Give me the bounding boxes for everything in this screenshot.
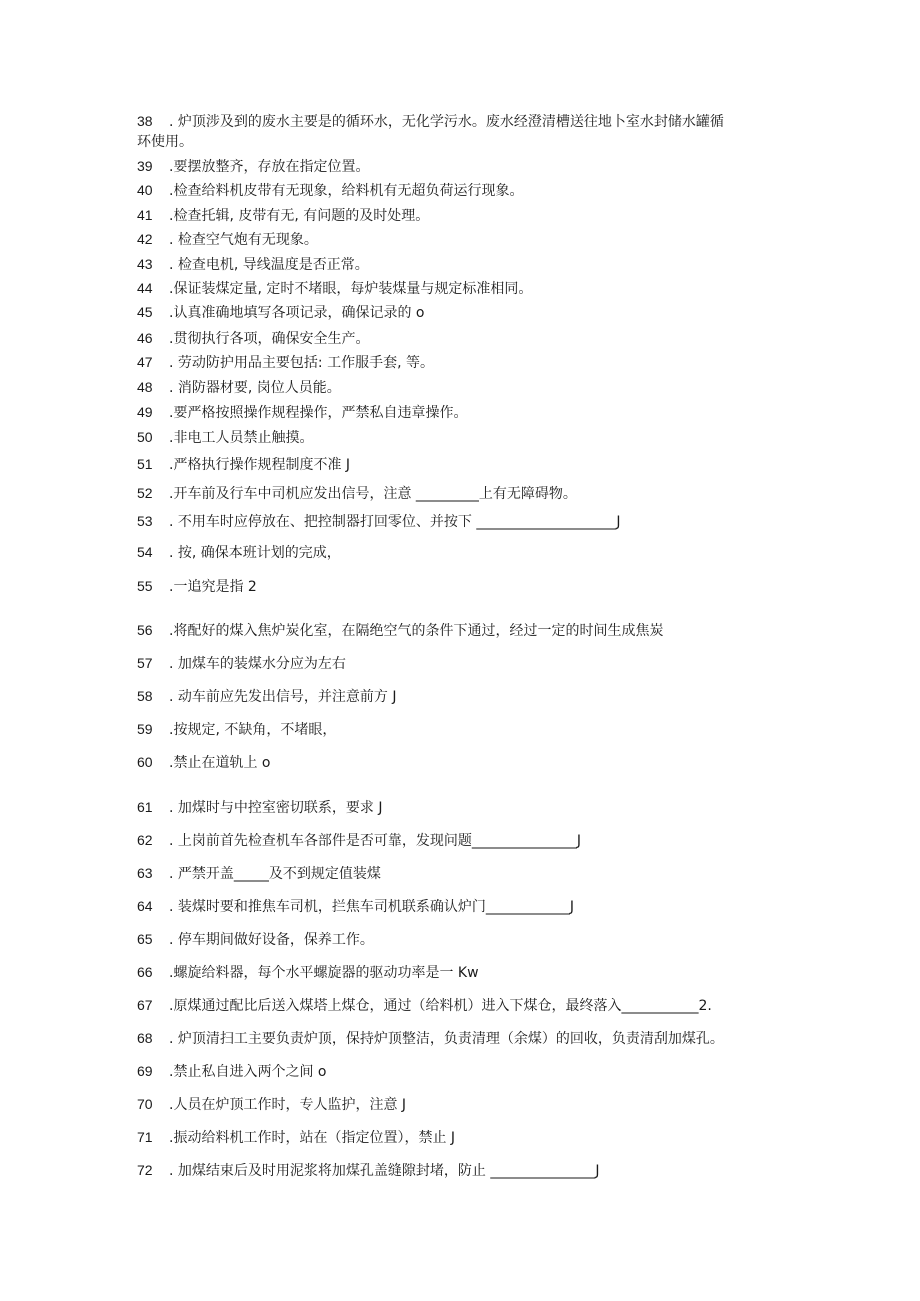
question-number: 49: [137, 404, 153, 420]
question-number: 58: [137, 688, 153, 704]
question-text: .开车前及行车中司机应发出信号，注意 _________上有无障碍物。: [169, 486, 577, 502]
question-text: . 加煤车的装煤水分应为左右: [169, 656, 346, 672]
question-63: [137, 863, 797, 885]
question-text: .振动给料机工作时，站在（指定位置），禁止 J: [169, 1130, 456, 1146]
question-number: 46: [137, 330, 153, 346]
question-number: 59: [137, 721, 153, 737]
question-text: . 加煤结束后及时用泥浆将加煤孔盖缝隙封堵，防止 _______________J: [169, 1163, 600, 1179]
question-text: . 不用车时应停放在、把控制器打回零位、并按下 ____________________J: [169, 514, 621, 530]
question-45: [137, 302, 797, 324]
question-number: 60: [137, 754, 153, 770]
question-number: 67: [137, 997, 153, 1013]
question-text: .认真准确地填写各项记录，确保记录的 o: [169, 305, 425, 321]
question-70: [137, 1094, 797, 1116]
question-66: [137, 962, 797, 984]
question-text: .要摆放整齐，存放在指定位置。: [169, 159, 370, 175]
question-text: . 加煤时与中控室密切联系，要求 J: [169, 800, 383, 816]
question-number: 45: [137, 304, 153, 320]
question-text: . 严禁开盖_____及不到规定值装煤: [169, 866, 381, 882]
question-49: [137, 402, 797, 424]
question-number: 53: [137, 513, 153, 529]
question-text: . 检查电机, 导线温度是否正常。: [169, 257, 369, 273]
question-number: 42: [137, 231, 153, 247]
question-number: 50: [137, 429, 153, 445]
question-67: [137, 995, 797, 1017]
question-number: 70: [137, 1096, 153, 1112]
question-52: [137, 483, 797, 505]
question-number: 54: [137, 544, 153, 560]
question-text: . 炉顶清扫工主要负责炉顶，保持炉顶整洁，负责清理（余煤）的回收，负责清刮加煤孔。: [169, 1031, 724, 1047]
question-text: .将配好的煤入焦炉炭化室，在隔绝空气的条件下通过，经过一定的时间生成焦炭: [169, 623, 664, 639]
question-text: . 上岗前首先检查机车各部件是否可靠，发现问题_______________J: [169, 833, 582, 849]
question-number: 38: [137, 113, 153, 129]
question-number: 56: [137, 622, 153, 638]
question-46: [137, 328, 797, 350]
question-number: 69: [137, 1063, 153, 1079]
question-55: [137, 576, 797, 598]
question-53: [137, 511, 797, 533]
question-38-continuation: 环使用。: [137, 134, 193, 150]
question-number: 55: [137, 578, 153, 594]
question-number: 68: [137, 1030, 153, 1046]
question-59: [137, 719, 797, 741]
question-number: 62: [137, 832, 153, 848]
question-text: .一追究是指 2: [169, 579, 257, 595]
question-47: [137, 352, 797, 374]
question-number: 41: [137, 207, 153, 223]
question-text: .贯彻执行各项，确保安全生产。: [169, 331, 370, 347]
question-69: [137, 1061, 797, 1083]
question-text: .保证装煤定量, 定时不堵眼，每炉装煤量与规定标准相同。: [169, 281, 533, 297]
question-39: [137, 156, 797, 178]
question-56: [137, 620, 797, 642]
question-text: .原煤通过配比后送入煤塔上煤仓，通过（给料机）进入下煤仓，最终落入___________2.: [169, 998, 712, 1014]
question-text: .人员在炉顶工作时，专人监护，注意 J: [169, 1097, 407, 1113]
question-43: [137, 254, 797, 276]
question-text: .严格执行操作规程制度不准 J: [169, 457, 351, 473]
question-41: [137, 205, 797, 227]
question-text: . 检查空气炮有无现象。: [169, 232, 318, 248]
question-text: .检查给料机皮带有无现象，给料机有无超负荷运行现象。: [169, 183, 524, 199]
question-number: 47: [137, 354, 153, 370]
question-text: .螺旋给料器，每个水平螺旋器的驱动功率是一 Kw: [169, 965, 479, 981]
question-text: . 按, 确保本班计划的完成，: [169, 545, 341, 561]
question-48: [137, 377, 797, 399]
question-50: [137, 427, 797, 449]
question-number: 39: [137, 158, 153, 174]
question-text: . 劳动防护用品主要包括: 工作服手套, 等。: [169, 355, 434, 371]
question-38: [137, 111, 797, 133]
question-44: [137, 278, 797, 300]
question-text: .非电工人员禁止触摸。: [169, 430, 314, 446]
question-text: . 消防器材要, 岗位人员能。: [169, 380, 341, 396]
question-text: . 动车前应先发出信号，并注意前方 J: [169, 689, 397, 705]
question-68: [137, 1028, 797, 1050]
question-number: 52: [137, 485, 153, 501]
question-text: .禁止私自进入两个之间 o: [169, 1064, 327, 1080]
question-number: 72: [137, 1162, 153, 1178]
question-number: 65: [137, 931, 153, 947]
question-number: 40: [137, 182, 153, 198]
question-text: . 装煤时要和推焦车司机，拦焦车司机联系确认炉门____________J: [169, 899, 575, 915]
question-number: 57: [137, 655, 153, 671]
question-61: [137, 797, 797, 819]
question-40: [137, 180, 797, 202]
question-65: [137, 929, 797, 951]
question-58: [137, 686, 797, 708]
question-number: 44: [137, 280, 153, 296]
question-72: [137, 1160, 797, 1182]
question-number: 63: [137, 865, 153, 881]
question-number: 48: [137, 379, 153, 395]
question-number: 43: [137, 256, 153, 272]
question-62: [137, 830, 797, 852]
question-64: [137, 896, 797, 918]
question-number: 66: [137, 964, 153, 980]
question-number: 64: [137, 898, 153, 914]
question-text: .要严格按照操作规程操作，严禁私自违章操作。: [169, 405, 468, 421]
question-text: . 停车期间做好设备，保养工作。: [169, 932, 374, 948]
question-71: [137, 1127, 797, 1149]
question-54: [137, 542, 797, 564]
question-57: [137, 653, 797, 675]
question-text: . 炉顶涉及到的废水主要是的循环水，无化学污水。废水经澄清槽送往地卜室水封储水罐循: [169, 114, 724, 130]
question-51: [137, 454, 797, 476]
question-42: [137, 229, 797, 251]
question-text: .禁止在道轨上 o: [169, 755, 271, 771]
question-number: 61: [137, 799, 153, 815]
question-text: .按规定, 不缺角，不堵眼，: [169, 722, 337, 738]
question-text: .检查托辑, 皮带有无, 有问题的及时处理。: [169, 208, 430, 224]
question-number: 71: [137, 1129, 153, 1145]
question-number: 51: [137, 456, 153, 472]
question-60: [137, 752, 797, 774]
